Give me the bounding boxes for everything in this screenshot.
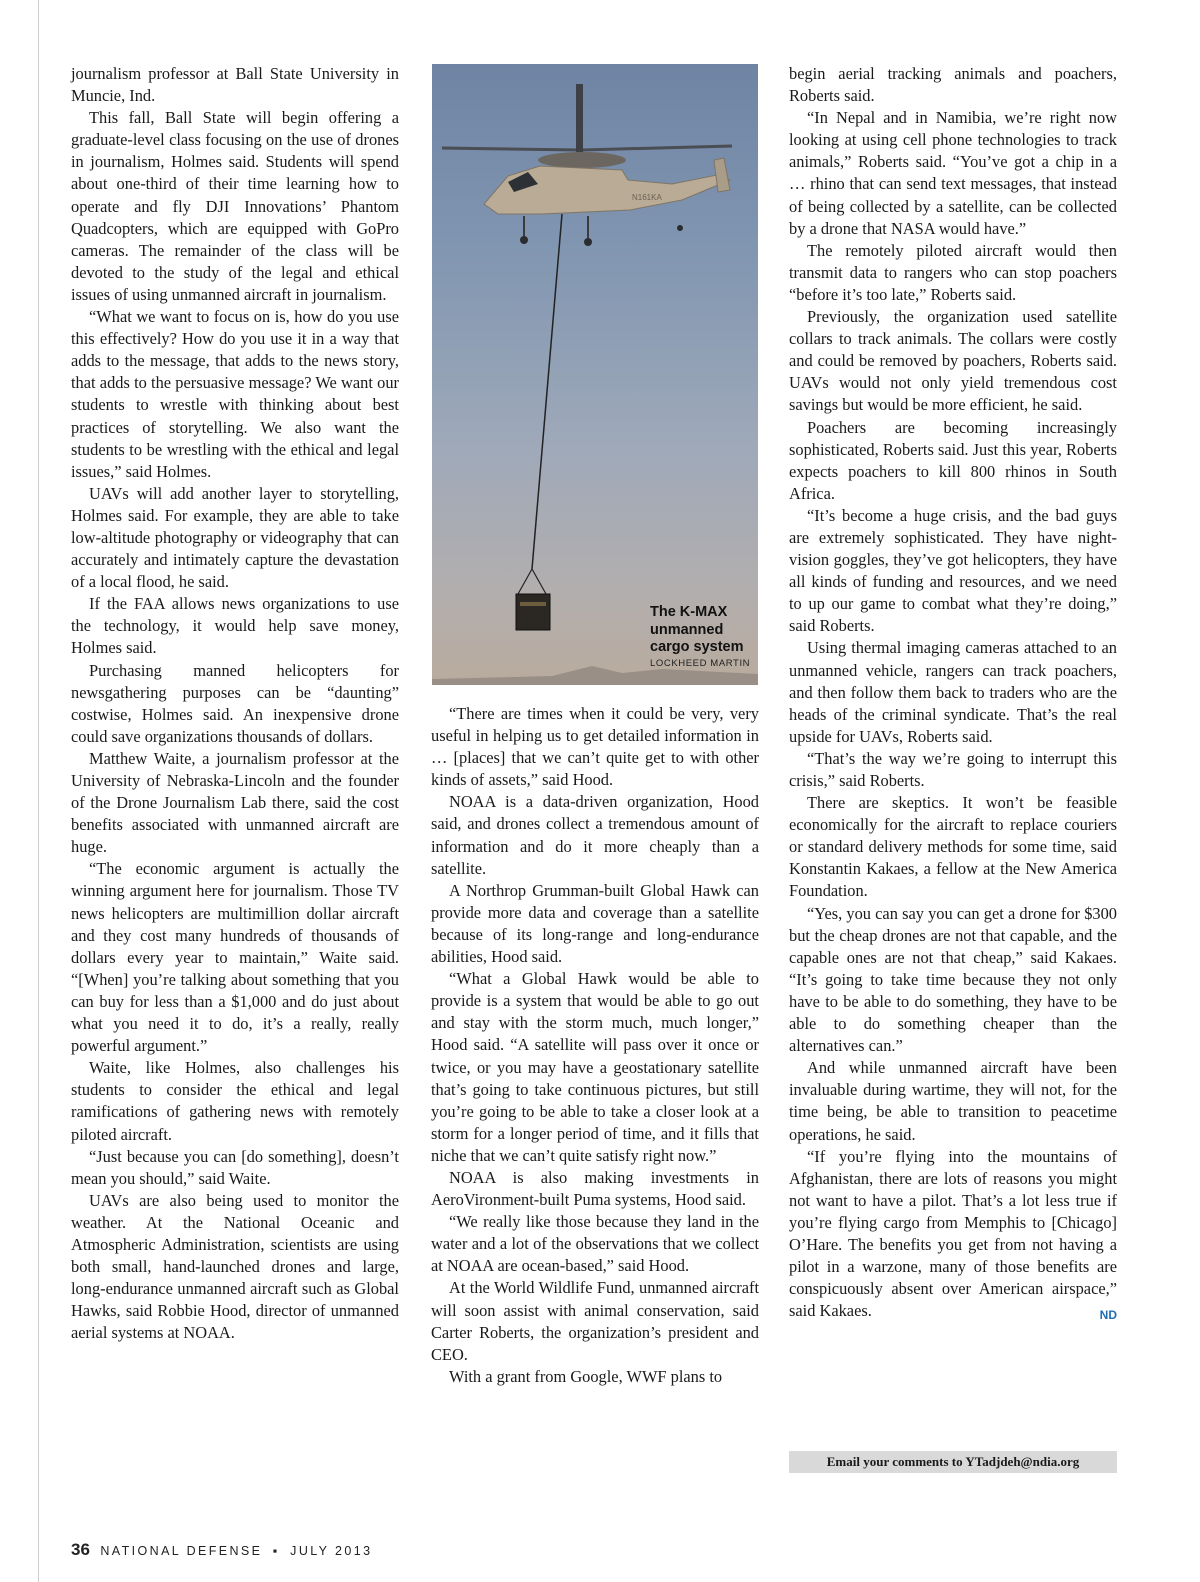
paragraph: Purchasing manned helicopters for newsgathering purposes can be “daunting” costwise, Holmes said. An inexpensive drone could save organizations thousands of dollars.	[71, 660, 399, 746]
publication-name: NATIONAL DEFENSE	[100, 1544, 263, 1558]
paragraph: Using thermal imaging cameras attached to an unmanned vehicle, rangers can track poachers, and then follow them back to traders who are the heads of the criminal syndicate. That’s the real upside for UAVs, Roberts said.	[789, 638, 1117, 746]
article-column-2	[431, 703, 759, 1388]
paragraph: “Just because you can [do something], doesn’t mean you should,” said Waite.	[71, 1146, 399, 1188]
paragraph: “We really like those because they land in the water and a lot of the observations that we collect at NOAA are ocean-based,” said Hood.	[431, 1212, 759, 1276]
photo-credit: LOCKHEED MARTIN	[650, 657, 751, 669]
paragraph: If the FAA allows news organizations to use the technology, it would help save money, Holmes said.	[71, 594, 399, 658]
rotor-blade-right	[582, 146, 732, 150]
paragraph: UAVs will add another layer to storytelling, Holmes said. For example, they are able to take low-altitude photography or videography that can accurately and intimately capture the devastation of a local flood, he said.	[71, 483, 399, 592]
cargo-strap	[520, 602, 546, 606]
page-edge-line	[38, 0, 39, 1582]
tail-number: N161KA	[632, 193, 662, 202]
paragraph: Poachers are becoming increasingly sophisticated, Roberts said. Just this year, Roberts expects poachers to kill 800 rhinos in South Africa.	[789, 417, 1117, 503]
paragraph: Previously, the organization used satellite collars to track animals. The collars were costly and could be removed by poachers, Roberts said. UAVs would not only yield tremendous cost savings but would be more efficient, he said.	[789, 307, 1117, 415]
paragraph: And while unmanned aircraft have been invaluable during wartime, they will not, for the time being, be able to transition to peacetime operations, he said.	[789, 1058, 1117, 1144]
caption-title: The K-MAX unmanned cargo system	[650, 604, 744, 655]
paragraph: The remotely piloted aircraft would then transmit data to rangers who can stop poachers “before it’s too late,” Roberts said.	[789, 240, 1117, 304]
paragraph: “What a Global Hawk would be able to provide is a system that would be able to go out and stay with the storm much, much longer,” Hood said. “A satellite will pass over it once or twice, or you may have a geostationary satellite that’s going to take continuous pictures, but still you’re going to be able to take a closer look at a storm for a longer period of time, and it fills that niche that we can’t quite satisfy right now.”	[431, 969, 759, 1165]
engine-housing	[538, 152, 626, 168]
paragraph: “That’s the way we’re going to interrupt this crisis,” said Roberts.	[789, 748, 1117, 790]
email-address[interactable]: YTadjdeh@ndia.org	[965, 1454, 1080, 1469]
paragraph: Waite, like Holmes, also challenges his students to consider the ethical and legal ramifications of gathering news with remotely piloted aircraft.	[71, 1058, 399, 1144]
helicopter-photo	[432, 64, 758, 685]
paragraph: NOAA is a data-driven organization, Hood said, and drones collect a tremendous amount of information and do it more cheaply than a satellite.	[431, 792, 759, 878]
sling-cable	[532, 214, 562, 569]
page-number: 36	[71, 1540, 90, 1559]
rotor-mast	[576, 84, 583, 154]
paragraph: There are skeptics. It won’t be feasible economically for the aircraft to replace couriers or standard delivery methods for some time, said Konstantin Kakaes, a fellow at the New America Foundation.	[789, 793, 1117, 901]
page-footer	[71, 1540, 372, 1560]
kmax-helicopter-illustration	[432, 64, 758, 685]
paragraph	[789, 1146, 1117, 1323]
paragraph: With a grant from Google, WWF plans to	[449, 1366, 723, 1386]
paragraph: journalism professor at Ball State University in Muncie, Ind.	[71, 64, 399, 106]
paragraph: “It’s become a huge crisis, and the bad guys are extremely sophisticated. They have night-vision goggles, they’ve got helicopters, they have all kinds of funding and resources, and we need to up our game to combat what they’re doing,” said Roberts.	[789, 505, 1117, 636]
paragraph: UAVs are also being used to monitor the weather. At the National Oceanic and Atmospheric Administration, scientists are using both small, hand-launched drones and large, long-endurance unmanned aircraft such as Global Hawks, said Robbie Hood, director of unmanned aerial systems at NOAA.	[71, 1190, 399, 1343]
cargo-load	[516, 594, 550, 630]
paragraph: “There are times when it could be very, very useful in helping us to get detailed information in … [places] that we can’t quite get to with other kinds of assets,” said Hood.	[431, 704, 759, 790]
wheel	[520, 236, 528, 244]
paragraph: NOAA is also making investments in AeroVironment-built Puma systems, Hood said.	[431, 1167, 759, 1210]
tail-fin	[714, 158, 730, 192]
distant-hills	[432, 666, 758, 685]
paragraph: “In Nepal and in Namibia, we’re right now looking at using cell phone technologies to track animals,” Roberts said. “You’ve got a chip in a … rhino that can send text messages, that instead of being collected by a satellite, can be collected by a drone that NASA would have.”	[789, 108, 1117, 238]
rotor-blade-left	[442, 148, 580, 150]
fuselage	[484, 166, 730, 214]
paragraph: A Northrop Grumman-built Global Hawk can provide more data and coverage than a satellite because of its long-range and long-endurance abilities, Hood said.	[431, 880, 759, 967]
paragraph: “The economic argument is actually the winning argument here for journalism. Those TV news helicopters are multimillion dollar aircraft and they cost many hundreds of thousands of dollars every year to maintain,” Waite said. “[When] you’re talking about something that you can buy for less than a $1,000 and do just about what you need it to do, it’s a really, really powerful argument.”	[71, 859, 399, 1056]
paragraph-text: “If you’re flying into the mountains of Afghanistan, there are lots of reasons you might not want to have a pilot. That’s a lot less true if you’re flying cargo from Memphis to [Chicago] O’Hare. The benefits you get from not having a pilot in a warzone, many of those benefits are conspicuously absent over American airspace,” said Kakaes.	[789, 1146, 1117, 1321]
paragraph: begin aerial tracking animals and poachers, Roberts said.	[789, 64, 1117, 106]
footer-separator: ▪	[272, 1544, 280, 1558]
wheel	[584, 238, 592, 246]
paragraph: “Yes, you can say you can get a drone for $300 but the cheap drones are not that capable, and the capable ones are not that cheap,” said Kakaes. “It’s going to take time because they not only have to be able to do something, they have to be able to do something cheaper than the alternatives can.”	[789, 903, 1117, 1056]
article-column-1	[71, 63, 399, 1344]
paragraph: “What we want to focus on is, how do you use this effectively? How do you use it in a way that adds to the message, that adds to the news story, that adds to the persuasive message? We want our students to wrestle with thinking about best practices of storytelling. We also want the students to be wrestling with the ethical and legal issues,” said Holmes.	[71, 307, 399, 481]
photo-caption	[650, 604, 758, 669]
article-column-3	[789, 63, 1117, 1326]
paragraph: At the World Wildlife Fund, unmanned aircraft will soon assist with animal conservation, said Carter Roberts, the organization’s president and CEO.	[431, 1278, 759, 1364]
email-prefix: Email your comments to	[826, 1454, 966, 1469]
paragraph: Matthew Waite, a journalism professor at the University of Nebraska-Lincoln and the founder of the Drone Journalism Lab there, said the cost benefits associated with unmanned aircraft are huge.	[71, 748, 399, 857]
wheel	[677, 225, 683, 231]
end-mark: ND	[1099, 1308, 1117, 1323]
cargo-rigging	[518, 569, 546, 594]
email-comments-box	[789, 1451, 1117, 1473]
paragraph: This fall, Ball State will begin offering a graduate-level class focusing on the use of drones in journalism, Holmes said. Students will spend about one-third of their time learning how to operate and fly DJI Innovations’ Phantom Quadcopters, which are equipped with GoPro cameras. The remainder of the class will be devoted to the study of the legal and ethical issues of using unmanned aircraft in journalism.	[71, 108, 399, 304]
issue-date: JULY 2013	[290, 1544, 373, 1558]
